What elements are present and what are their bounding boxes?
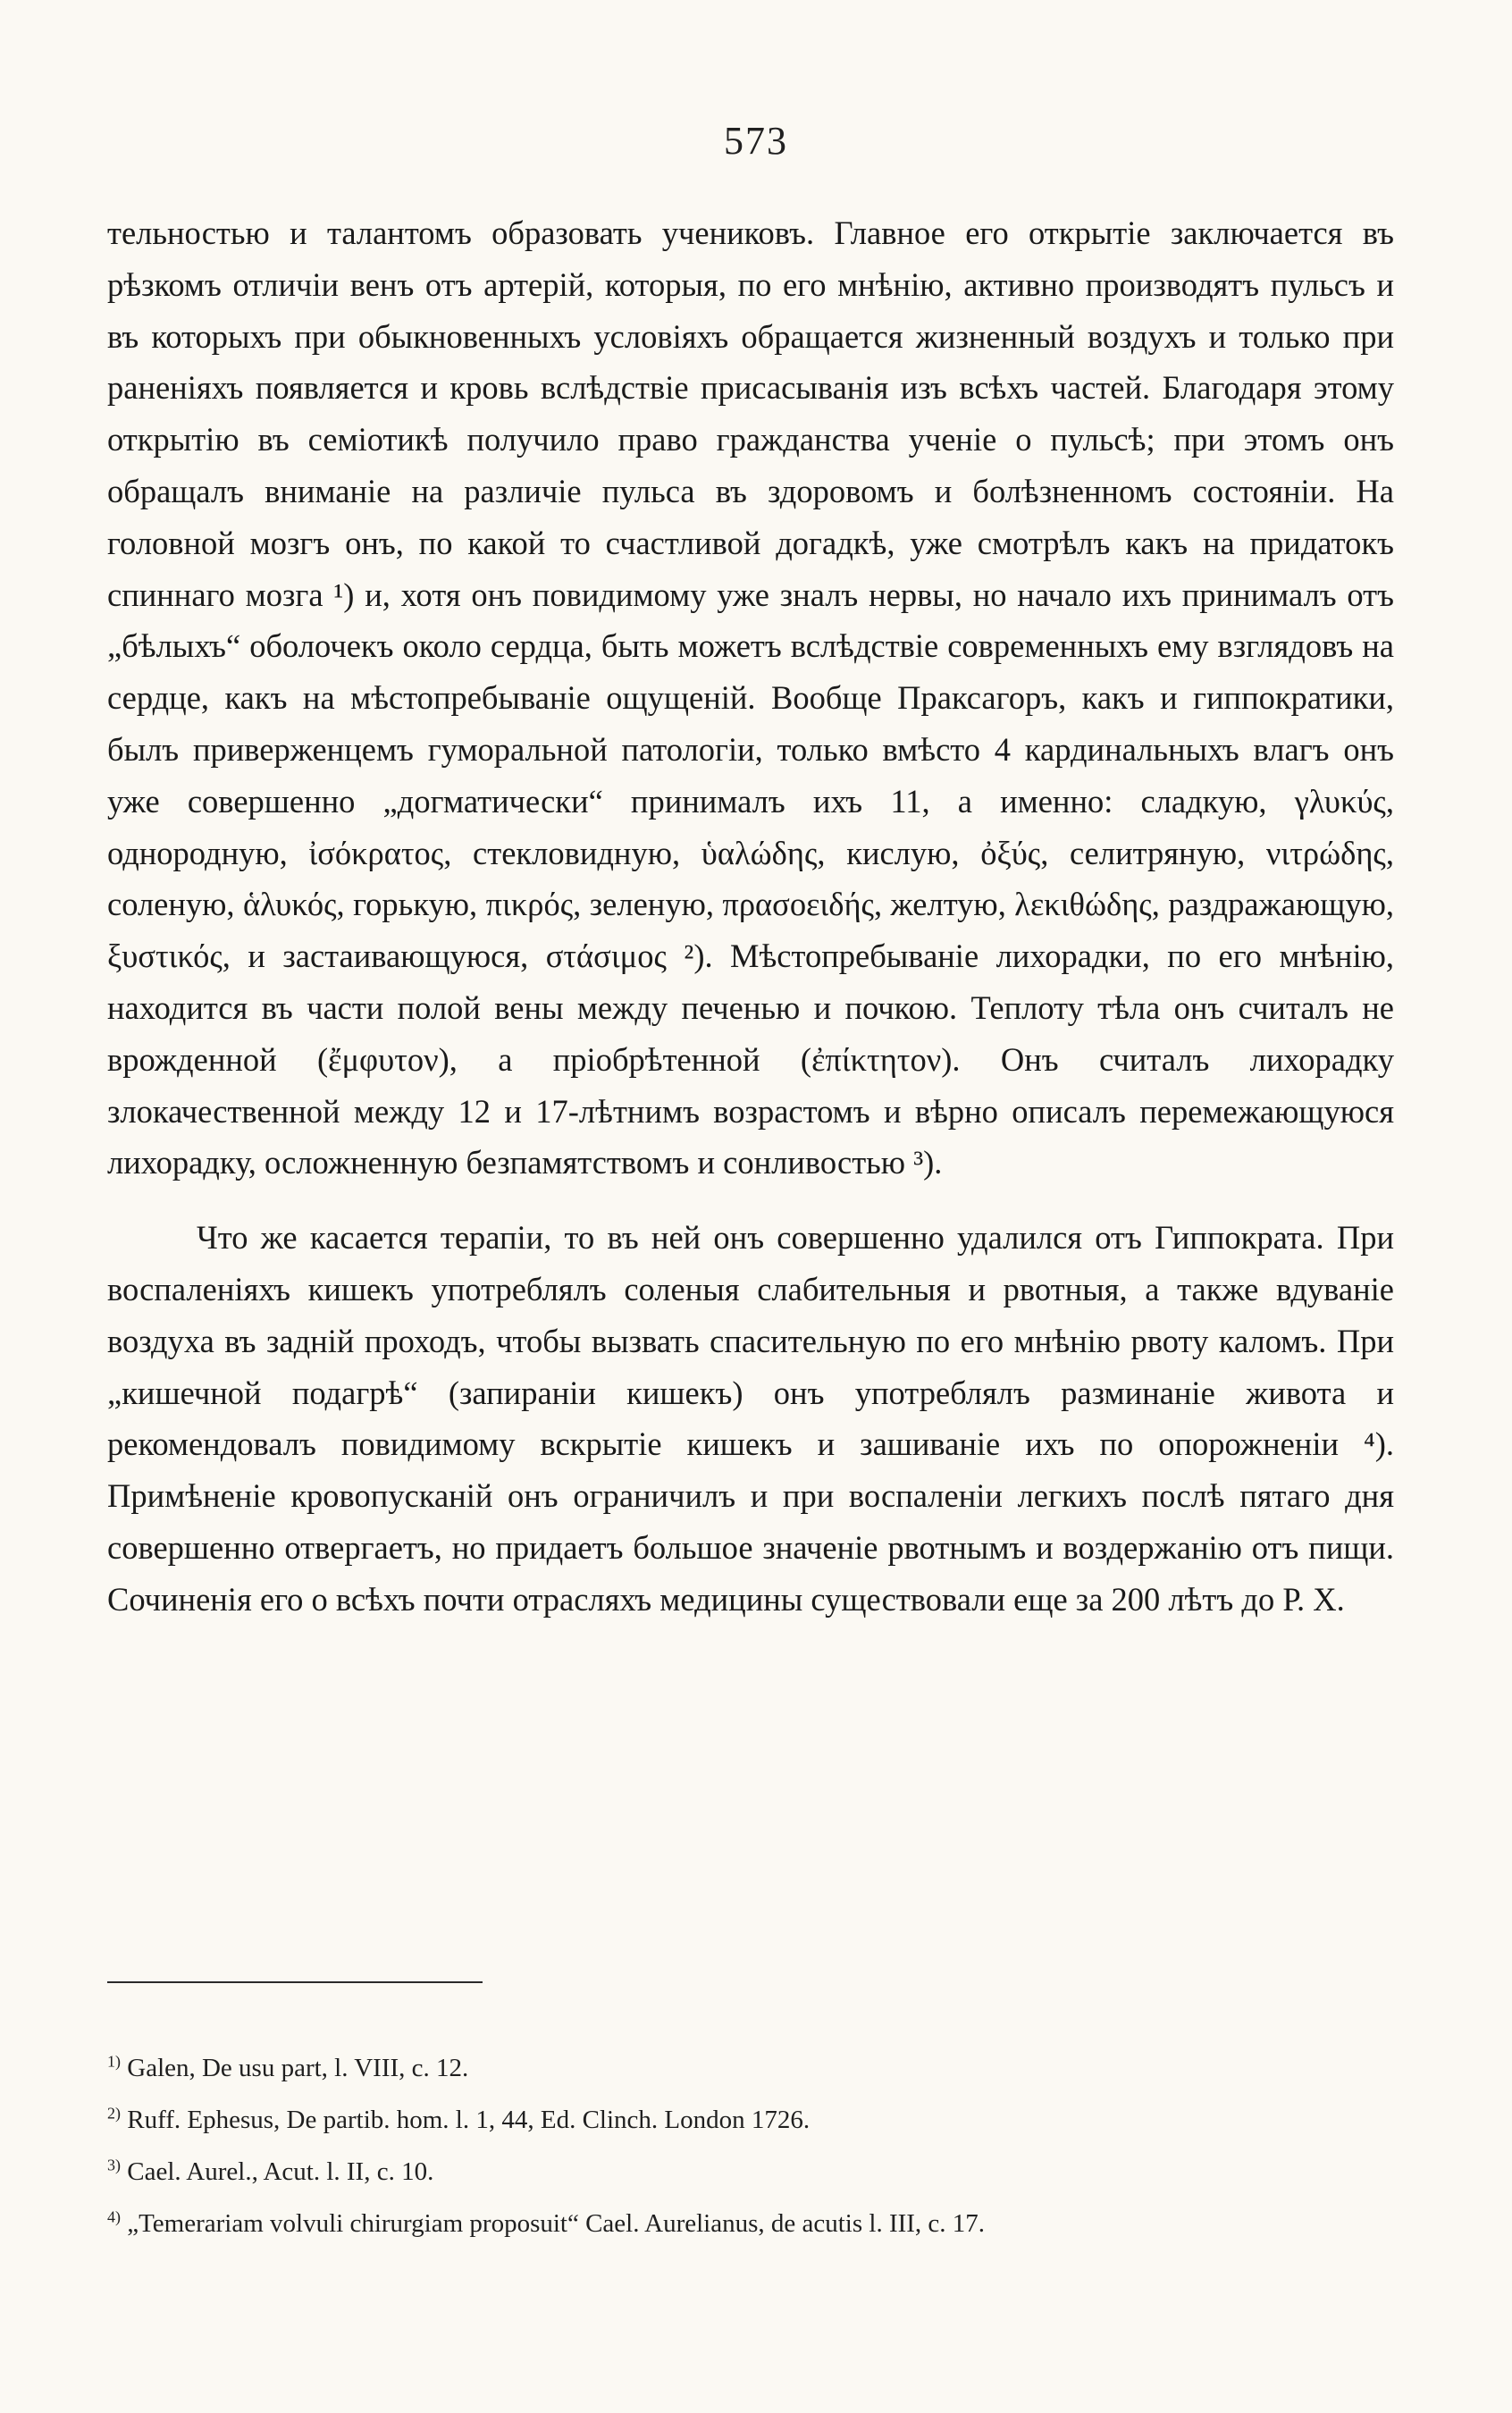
footnote-text: Galen, De usu part, l. VIII, c. 12. xyxy=(127,2054,469,2082)
footnote xyxy=(107,2146,1394,2198)
footnote-mark: 3) xyxy=(107,2156,121,2174)
footnotes xyxy=(107,2042,1394,2249)
paragraph: Что же касается терапіи, то въ ней онъ совершенно удалился отъ Гиппократа. При воспаленіяхъ кишекъ употреблялъ соленыя слабительныя и рвотныя, а также вдуваніе воздуха въ задній проходъ, чтобы вызвать спасительную по его мнѣнію рвоту каломъ. При „кишечной подагрѣ“ (запираніи кишекъ) онъ употреблялъ разминаніе живота и рекомендовалъ повидимому вскрытіе кишекъ и зашиваніе ихъ по опорожненіи ⁴). Примѣненіе кровопусканій онъ ограничилъ и при воспаленіи легкихъ послѣ пятаго дня совершенно отвергаетъ, но придаетъ большое значеніе рвотнымъ и воздержанію отъ пищи. Сочиненія его о всѣхъ почти отрасляхъ медицины существовали еще за 200 лѣтъ до Р. Х. xyxy=(107,1219,1394,1618)
paragraph: тельностью и талантомъ образовать учениковъ. Главное его открытіе заключается въ рѣзкомъ отличіи венъ отъ артерій, которыя, по его мнѣнію, активно производятъ пульсъ и въ которыхъ при обыкновенныхъ условіяхъ обращается жизненный воздухъ и только при раненіяхъ появляется и кровь вслѣдствіе присасыванія изъ всѣхъ частей. Благодаря этому открытію въ семіотикѣ получило право гражданства ученіе о пульсѣ; при этомъ онъ обращалъ вниманіе на различіе пульса въ здоровомъ и болѣзненномъ состояніи. На головной мозгъ онъ, по какой то счастливой догадкѣ, уже смотрѣлъ какъ на придатокъ спиннаго мозга ¹) и, хотя онъ повидимому уже зналъ нервы, но начало ихъ принималъ отъ „бѣлыхъ“ оболочекъ около сердца, быть можетъ вслѣдствіе современныхъ ему взглядовъ на сердце, какъ на мѣстопребываніе ощущеній. Вообще Праксагоръ, какъ и гиппократики, былъ приверженцемъ гуморальной патологіи, только вмѣсто 4 кардинальныхъ влагъ онъ уже совершенно „догматически“ принималъ ихъ 11, а именно: сладкую, γλυκύς, однородную, ἰσόκρατος, стекловидную, ὑαλώδης, кислую, ὀξύς, селитряную, νιτρώδης, соленую, ἁλυκός, горькую, πικρός, зеленую, πρασοειδής, желтую, λεκιθώδης, раздражающую, ξυστικός, и застаивающуюся, στάσιμος ²). Мѣстопребываніе лихорадки, по его мнѣнію, находится въ части полой вены между печенью и почкою. Теплоту тѣла онъ считалъ не врожденной (ἔμφυτον), а пріобрѣтенной (ἐπίκτητον). Онъ считалъ лихорадку злокачественной между 12 и 17-лѣтнимъ возрастомъ и вѣрно описалъ перемежающуюся лихорадку, осложненную безпамятствомъ и сонливостью ³). xyxy=(107,214,1394,1181)
footnote-divider xyxy=(107,1981,483,1983)
footnote-mark: 1) xyxy=(107,2052,121,2071)
footnote-text: „Temerariam volvuli chirurgiam proposuit“ Cael. Aurelianus, de acutis l. III, c. 17. xyxy=(127,2209,986,2238)
page-number: 573 xyxy=(724,119,788,163)
footnote-text: Ruff. Ephesus, De partib. hom. l. 1, 44, Ed. Clinch. London 1726. xyxy=(127,2106,811,2134)
footnote xyxy=(107,2198,1394,2249)
main-text xyxy=(107,207,1394,1626)
footnote xyxy=(107,2094,1394,2146)
footnote xyxy=(107,2042,1394,2094)
footnote-mark: 2) xyxy=(107,2104,121,2123)
footnote-text: Cael. Aurel., Acut. l. II, c. 10. xyxy=(127,2157,434,2186)
footnote-mark: 4) xyxy=(107,2207,121,2226)
